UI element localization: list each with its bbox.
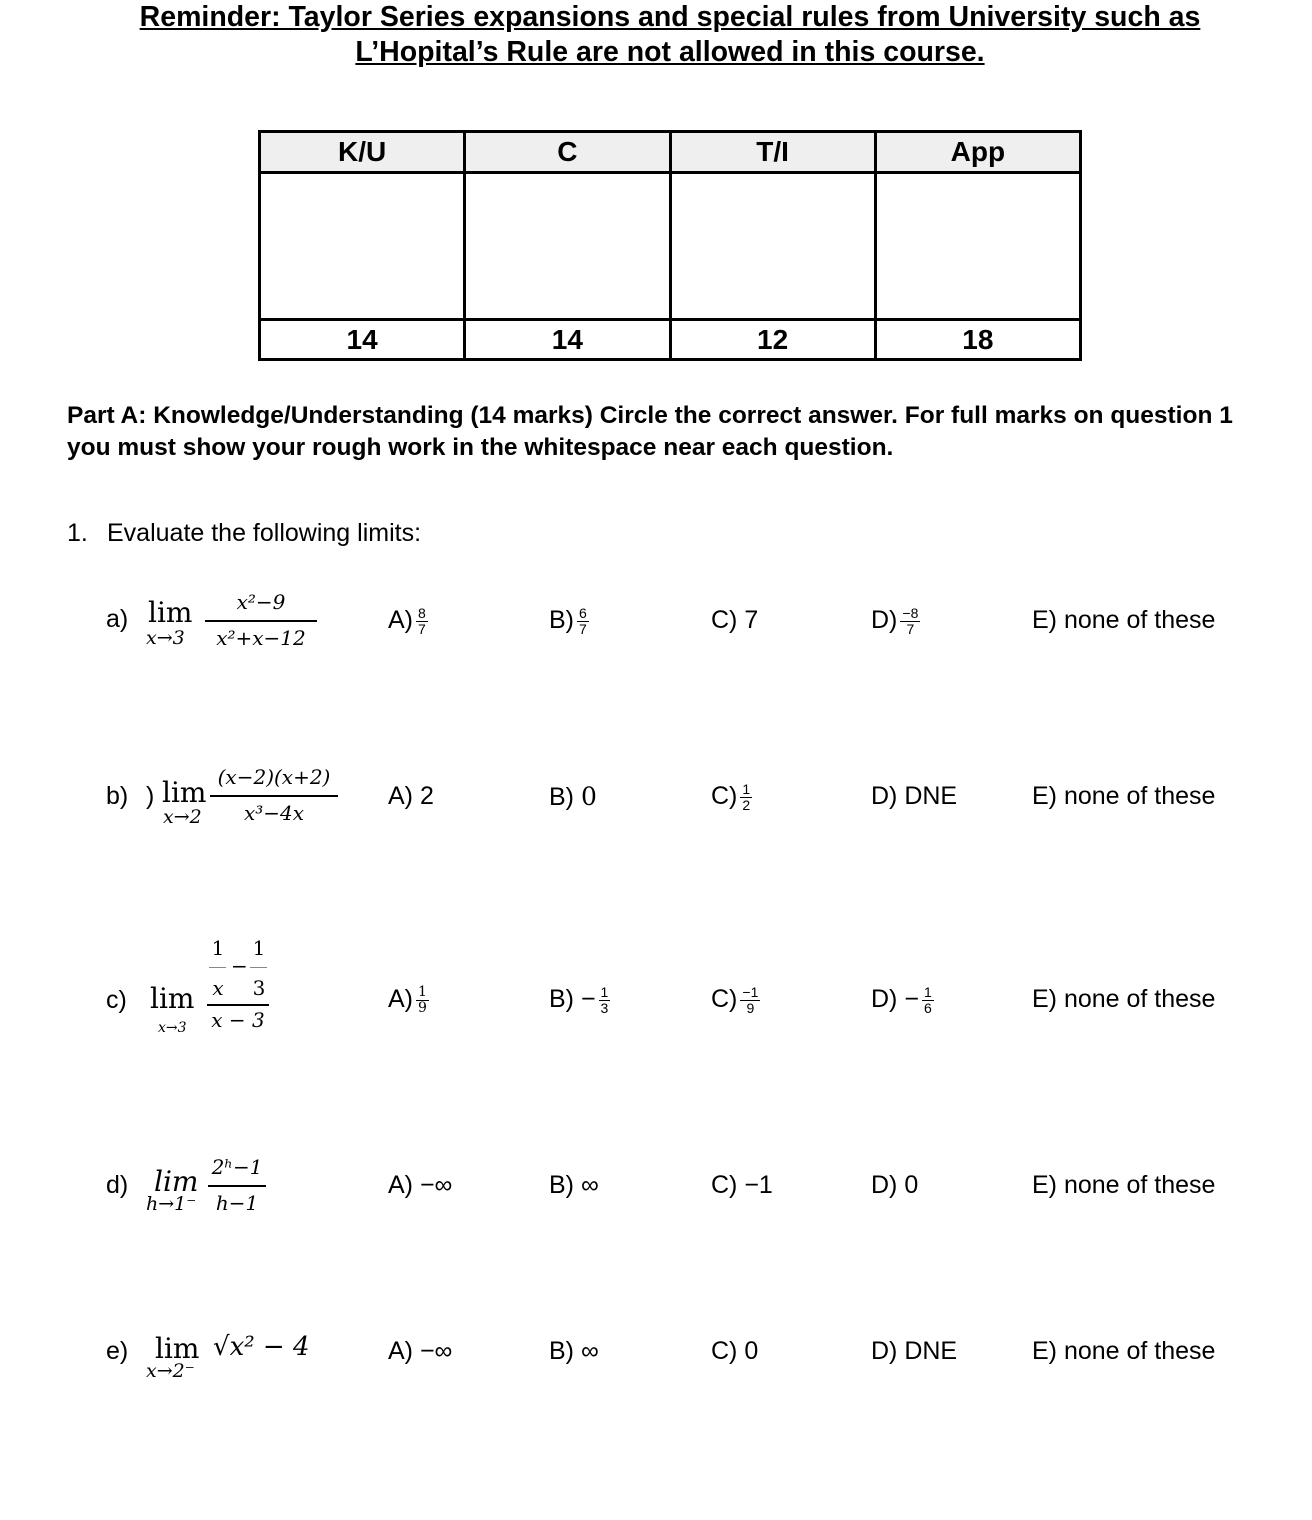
marks-header-ku: K/U xyxy=(260,132,465,173)
option-a[interactable]: A) −∞ xyxy=(388,1171,453,1199)
option-letter: C) xyxy=(711,782,738,811)
question-1-prompt xyxy=(67,519,421,548)
item-extra-paren: ) xyxy=(146,782,155,810)
item-label: c) xyxy=(106,986,127,1014)
item-label: a) xyxy=(106,605,129,633)
inner-num-1: 1 xyxy=(211,936,225,960)
lim-operator: lim xyxy=(155,1332,200,1365)
marks-score-ti[interactable] xyxy=(670,172,875,320)
option-c[interactable] xyxy=(711,782,752,813)
option-value: 0 xyxy=(580,782,597,811)
option-a[interactable]: A) −∞ xyxy=(388,1337,453,1365)
marks-total-app: 18 xyxy=(875,320,1080,360)
option-den: 7 xyxy=(906,621,915,637)
option-d[interactable] xyxy=(871,985,934,1016)
option-fraction xyxy=(577,606,589,637)
lim-operator: lim xyxy=(148,596,193,629)
item-label: b) xyxy=(106,782,129,810)
option-den: 3 xyxy=(600,1000,609,1016)
option-num: 8 xyxy=(418,605,426,621)
lim-approach: x→3 xyxy=(146,627,185,649)
option-b[interactable]: B) ∞ xyxy=(549,1337,599,1365)
fraction-bar xyxy=(207,1004,269,1006)
lim-approach: x→2 xyxy=(163,806,202,828)
fraction-denominator: h−1 xyxy=(215,1191,259,1215)
reminder-line-1: Reminder: Taylor Series expansions and special rules from University such as xyxy=(139,1,1201,33)
marks-total-ti: 12 xyxy=(670,320,875,360)
part-a-instructions: Part A: Knowledge/Understanding (14 marks) Circle the correct answer. For full marks on question 1 you must show your rough work in the whitespace near each question. xyxy=(67,402,1233,461)
question-text: Evaluate the following limits: xyxy=(107,519,422,547)
item-label: e) xyxy=(106,1337,129,1365)
marks-table xyxy=(258,130,1082,361)
option-d[interactable]: D) 0 xyxy=(871,1171,919,1199)
lim-approach: x→2⁻ xyxy=(146,1360,195,1382)
option-a[interactable] xyxy=(388,985,429,1016)
option-fraction xyxy=(599,985,611,1016)
fraction-numerator: 2ʰ−1 xyxy=(211,1155,263,1179)
fraction-numerator: (x−2)(x+2) xyxy=(217,765,331,789)
lim-approach: h→1⁻ xyxy=(146,1193,197,1215)
item-label: d) xyxy=(106,1171,129,1199)
option-e[interactable]: E) none of these xyxy=(1032,1337,1216,1365)
marks-header-app: App xyxy=(875,132,1080,173)
option-fraction xyxy=(740,782,752,813)
option-letter: B) xyxy=(549,606,574,635)
option-letter: A) xyxy=(388,985,413,1014)
option-c[interactable]: C) −1 xyxy=(711,1171,773,1199)
option-num: −8 xyxy=(902,605,919,621)
lim-approach: x→3 xyxy=(158,1020,187,1036)
marks-score-c[interactable] xyxy=(465,172,670,320)
option-a[interactable]: A) 2 xyxy=(388,782,434,810)
option-den: 2 xyxy=(742,797,751,813)
root-expression: √x² − 4 xyxy=(213,1332,310,1362)
marks-score-app[interactable] xyxy=(875,172,1080,320)
question-item-a xyxy=(0,580,1312,690)
option-fraction xyxy=(416,985,429,1016)
marks-header-c: C xyxy=(465,132,670,173)
fraction-bar xyxy=(210,795,338,797)
inner-num-2: 1 xyxy=(252,936,266,960)
option-num: 1 xyxy=(600,984,609,1000)
option-num: −1 xyxy=(742,984,759,1000)
marks-total-c: 14 xyxy=(465,320,670,360)
inner-den-2: 3 xyxy=(252,976,266,1000)
option-e[interactable]: E) none of these xyxy=(1032,606,1216,634)
option-e[interactable]: E) none of these xyxy=(1032,782,1216,810)
option-b[interactable] xyxy=(549,985,610,1016)
lim-operator: lim xyxy=(162,776,207,809)
option-e[interactable]: E) none of these xyxy=(1032,1171,1216,1199)
question-item-e xyxy=(0,1320,1312,1430)
reminder-header xyxy=(60,0,1280,70)
option-letter: D) − xyxy=(871,985,919,1014)
option-letter: B) − xyxy=(549,985,596,1014)
option-fraction xyxy=(922,985,934,1016)
option-den: 7 xyxy=(418,621,426,637)
option-e[interactable]: E) none of these xyxy=(1032,985,1216,1013)
option-b[interactable]: B) ∞ xyxy=(549,1171,599,1199)
question-number: 1. xyxy=(67,519,88,547)
option-c[interactable]: C) 7 xyxy=(711,606,759,634)
option-letter: B) xyxy=(549,783,574,811)
fraction-numerator: x²−9 xyxy=(236,590,286,614)
option-fraction xyxy=(900,606,920,637)
marks-total-ku: 14 xyxy=(260,320,465,360)
reminder-line-2: L’Hopital’s Rule are not allowed in this course. xyxy=(355,36,985,68)
option-c[interactable]: C) 0 xyxy=(711,1337,759,1365)
question-item-b xyxy=(0,760,1312,870)
fraction-denominator: x − 3 xyxy=(211,1008,265,1032)
option-den: 9 xyxy=(418,1000,427,1016)
inner-minus: − xyxy=(231,954,248,978)
option-num: 6 xyxy=(579,605,587,621)
option-num: 1 xyxy=(923,984,932,1000)
option-d[interactable]: D) DNE xyxy=(871,782,958,810)
option-den: 7 xyxy=(579,621,587,637)
option-num: 1 xyxy=(418,984,427,1000)
option-letter: D) xyxy=(871,606,898,635)
fraction-bar xyxy=(208,1185,266,1187)
option-d[interactable] xyxy=(871,606,920,637)
option-a[interactable] xyxy=(388,606,428,637)
inner-bar-1 xyxy=(209,967,226,968)
marks-score-ku[interactable] xyxy=(260,172,465,320)
option-fraction xyxy=(416,606,428,637)
question-item-c xyxy=(0,930,1312,1050)
inner-den-1: x xyxy=(212,976,224,1000)
option-b[interactable] xyxy=(549,606,589,637)
option-d[interactable]: D) DNE xyxy=(871,1337,958,1365)
fraction-denominator: x²+x−12 xyxy=(216,626,306,650)
option-den: 9 xyxy=(746,1000,755,1016)
marks-header-ti: T/I xyxy=(670,132,875,173)
option-c[interactable] xyxy=(711,985,760,1016)
question-item-d xyxy=(0,1145,1312,1255)
lim-operator: lim xyxy=(154,1165,199,1198)
inner-bar-2 xyxy=(250,967,267,968)
lim-operator: lim xyxy=(150,982,195,1015)
option-b[interactable] xyxy=(549,782,597,812)
option-fraction xyxy=(740,985,760,1016)
option-letter: C) xyxy=(711,985,738,1014)
fraction-bar xyxy=(205,620,317,622)
option-den: 6 xyxy=(923,1000,932,1016)
fraction-denominator: x³−4x xyxy=(243,801,305,825)
option-letter: A) xyxy=(388,606,413,635)
option-num: 1 xyxy=(742,781,751,797)
